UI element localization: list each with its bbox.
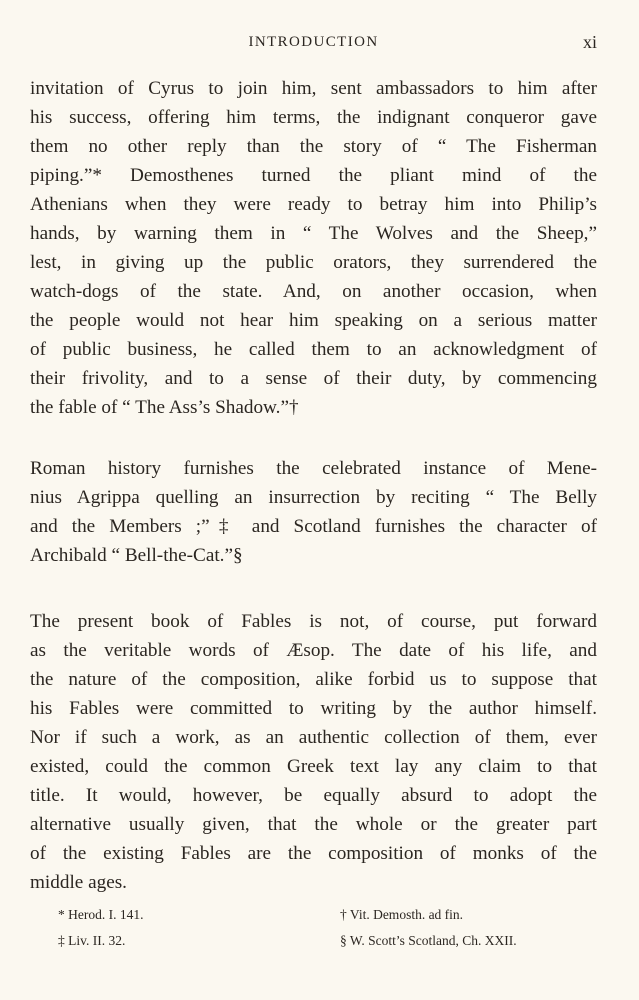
text-line: his success, offering him terms, the indignant conqueror gave	[30, 107, 597, 128]
paragraph-fable-diplomacy	[30, 74, 597, 422]
text-line: piping.”* Demosthenes turned the pliant mind of the	[30, 165, 597, 186]
text-line: of public business, he called them to an acknowledgment of	[30, 339, 597, 360]
text-line-last: middle ages.	[30, 872, 127, 893]
footnote-scott: § W. Scott’s Scotland, Ch. XXII.	[340, 933, 517, 948]
page-number: xi	[582, 32, 597, 52]
text-line: watch-dogs of the state. And, on another occasion, when	[30, 281, 597, 302]
running-header	[30, 30, 597, 54]
text-line: nius Agrippa quelling an insurrection by reciting “ The Belly	[30, 487, 597, 508]
text-line: the nature of the composition, alike forbid us to suppose that	[30, 669, 597, 690]
text-line: their frivolity, and to a sense of their duty, by commencing	[30, 368, 597, 389]
text-line: The present book of Fables is not, of course, put forward	[30, 611, 597, 632]
footnote-demosthenes: † Vit. Demosth. ad fin.	[340, 907, 464, 922]
text-line: of the existing Fables are the composition of monks of the	[30, 843, 597, 864]
text-line: existed, could the common Greek text lay any claim to that	[30, 756, 597, 777]
paragraph-present-book	[30, 607, 597, 897]
body-text	[30, 74, 597, 897]
text-line: and the Members ;”‡ and Scotland furnishes the character of	[30, 516, 597, 537]
text-line: Nor if such a work, as an authentic collection of them, ever	[30, 727, 597, 748]
footnotes	[58, 905, 578, 955]
text-line: Roman history furnishes the celebrated instance of Mene-	[30, 458, 597, 479]
text-line: hands, by warning them in “ The Wolves and the Sheep,”	[30, 223, 597, 244]
running-title: INTRODUCTION	[248, 34, 379, 50]
text-line: as the veritable words of Æsop. The date of his life, and	[30, 640, 597, 661]
paragraph-roman-history	[30, 454, 597, 570]
footnote-herodotus: * Herod. I. 141.	[58, 907, 144, 922]
text-line: invitation of Cyrus to join him, sent ambassadors to him after	[30, 78, 597, 99]
text-line: alternative usually given, that the whole or the greater part	[30, 814, 597, 835]
footnote-livy: ‡ Liv. II. 32.	[58, 933, 126, 948]
text-line: his Fables were committed to writing by the author himself.	[30, 698, 597, 719]
paragraph-spacer	[30, 570, 597, 607]
text-line-last: the fable of “ The Ass’s Shadow.”†	[30, 397, 299, 418]
text-line: Athenians when they were ready to betray him into Philip’s	[30, 194, 597, 215]
text-line-last: Archibald “ Bell-the-Cat.”§	[30, 545, 243, 566]
text-line: title. It would, however, be equally absurd to adopt the	[30, 785, 597, 806]
text-line: them no other reply than the story of “ The Fisherman	[30, 136, 597, 157]
text-line: lest, in giving up the public orators, they surrendered the	[30, 252, 597, 273]
paragraph-spacer	[30, 422, 597, 454]
text-line: the people would not hear him speaking on a serious matter	[30, 310, 597, 331]
